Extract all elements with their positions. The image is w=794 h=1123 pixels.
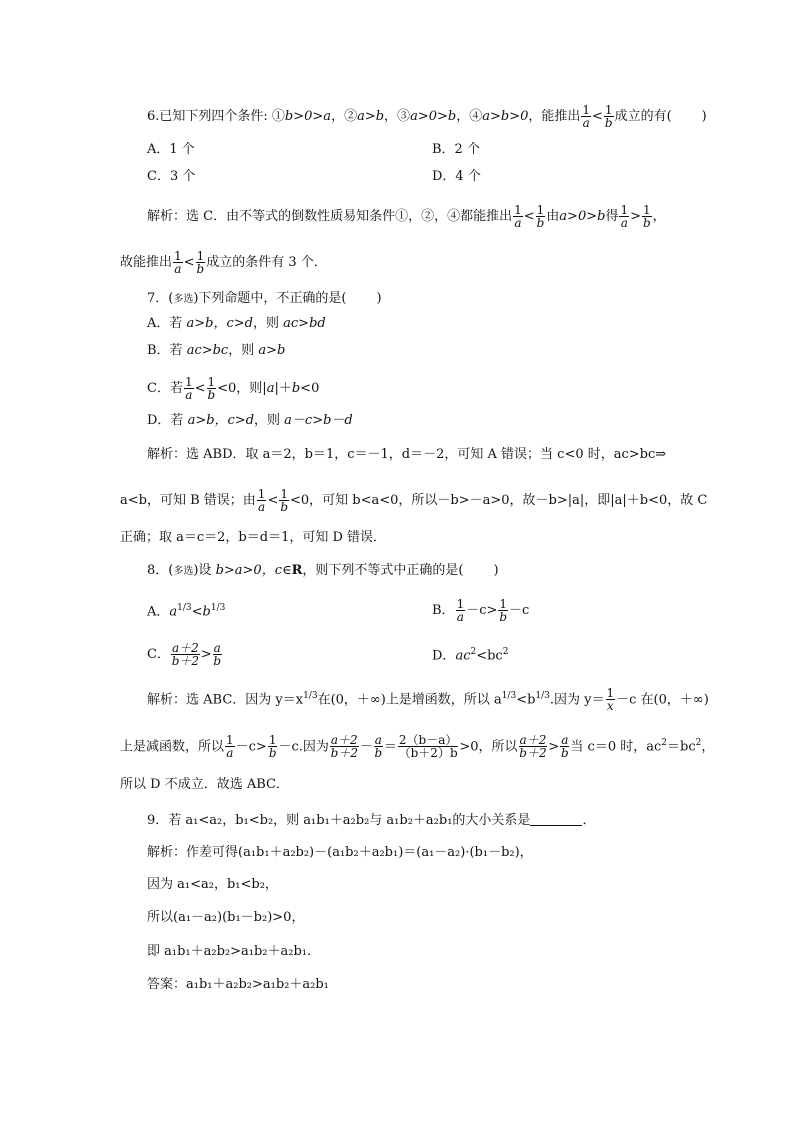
q7-solution-line1: 解析：选 ABD．取 a＝2，b＝1，c＝－1，d＝－2，可知 A 错误；当 c<0 时，ac>bc⇒ [147, 447, 667, 462]
q6-option-b: B．2 个 [432, 142, 480, 157]
q8-option-c: C． $\frac{a+2}{b+2}$ > $\frac{a}{b}$ [147, 641, 222, 668]
q8-option-a: A．$a^{1/3}<b^{1/3}$ [147, 603, 226, 620]
q9-answer: 答案：a₁b₁＋a₂b₂>a₁b₂＋a₂b₁ [147, 977, 329, 992]
q9-solution-line3: 所以(a₁－a₂)(b₁－b₂)>0， [147, 910, 305, 925]
answer-blank [530, 811, 582, 826]
q7-option-b: B．若 ac>bc，则 a>b [147, 343, 286, 358]
q7-option-d: D．若 a>b，c>d，则 a－c>b－d [147, 413, 353, 428]
q9-solution-line4: 即 a₁b₁＋a₂b₂>a₁b₂＋a₂b₁. [147, 944, 312, 959]
q8-option-d: D．$ac^2<bc^2$ [432, 647, 509, 664]
q8-stem: 8．(多选)设 b>a>0，c∈R，则下列不等式中正确的是( ) [147, 563, 499, 578]
q7-option-a: A．若 a>b，c>d，则 ac>bd [147, 316, 326, 331]
q8-solution-line2: 上是减函数，所以 $\frac{1}{a}$ －c> $\frac{1}{b}$ －c.因为 $\frac{a+2}{b+2}$ － $\frac{a}{b}$ ＝ $\frac{2(b-a)}{(b+2)b}$ >0，所以 $\frac{a+2}{b+2}$ > $\frac{a}{b}$ 当 c＝0 时，$ac^2=bc^2$， [120, 733, 715, 761]
q8-solution-line3: 所以 D 不成立．故选 ABC． [120, 777, 289, 792]
multi-choice-tag: 多选 [173, 294, 194, 305]
fraction: $\frac{1}{a}$ [582, 103, 591, 130]
q7-solution-line2: a<b，可知 B 错误；由 $\frac{1}{a}$ < $\frac{1}{b}$ <0，可知 b<a<0，所以－b>－a>0，故－b>|a|，即|a|＋b<0，故 C [120, 487, 708, 514]
q7-option-c: C．若 $\frac{1}{a}$ < $\frac{1}{b}$ <0，则|a|＋b<0 [147, 375, 320, 402]
multi-choice-tag: 多选 [173, 566, 194, 577]
q6-option-d: D．4 个 [432, 169, 481, 184]
q6-option-a: A．1 个 [147, 142, 195, 157]
q6-option-c: C．3 个 [147, 169, 196, 184]
q9-solution-line2: 因为 a₁<a₂，b₁<b₂， [147, 877, 278, 892]
q6-stem: 6.已知下列四个条件: ①b>0>a，②a>b，③a>0>b，④a>b>0，能推出 $\frac{1}{a}$ < $\frac{1}{b}$ 成立的有( ) [147, 103, 707, 130]
q8-solution-line1: 解析：选 ABC．因为 $y=x^{1/3}$在(0，＋∞)上是增函数，所以 $a^{1/3}<b^{1/3}$.因为 y＝ $\frac{1}{x}$ －c 在(0，＋∞) [147, 686, 709, 714]
q7-stem: 7．(多选)下列命题中，不正确的是( ) [147, 291, 382, 306]
q7-solution-line3: 正确；取 a＝c＝2，b＝d＝1，可知 D 错误． [120, 530, 387, 545]
q8-option-b: B． $\frac{1}{a}$ －c> $\frac{1}{b}$ －c [432, 597, 530, 624]
fraction: $\frac{1}{b}$ [604, 103, 613, 130]
q6-solution-line1: 解析：选 C．由不等式的倒数性质易知条件①，②，④都能推出 $\frac{1}{a}$ < $\frac{1}{b}$ 由a>0>b得 $\frac{1}{a}$ > $\frac{1}{b}$ ， [147, 203, 666, 230]
q9-stem: 9．若 a₁<a₂，b₁<b₂，则 a₁b₁＋a₂b₂与 a₁b₂＋a₂b₁的大小关系是 ． [147, 813, 596, 828]
q6-solution-line2: 故能推出 $\frac{1}{a}$ < $\frac{1}{b}$ 成立的条件有 3 个． [120, 249, 327, 276]
q9-solution-line1: 解析：作差可得(a₁b₁＋a₂b₂)－(a₁b₂＋a₂b₁)＝(a₁－a₂)·(b₁－b₂)， [147, 845, 533, 860]
